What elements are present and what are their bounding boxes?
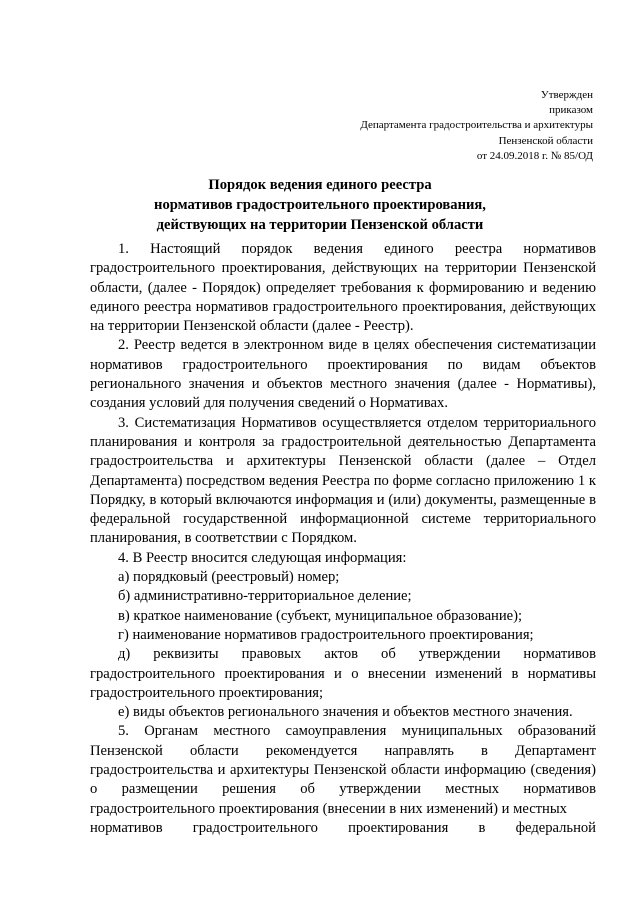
paragraph-5-continuation [90, 819, 596, 856]
approval-line: Пензенской области [498, 134, 593, 147]
title-line: Порядок ведения единого реестра [208, 177, 432, 193]
approval-line: Утвержден [540, 89, 593, 101]
paragraph-4: 4. В Реестр вносится следующая информация: [118, 549, 407, 566]
list-item-a: а) порядковый (реестровый) номер; [118, 569, 340, 586]
list-item-b: б) административно-территориальное деление; [118, 588, 412, 605]
title-line: действующих на территории Пензенской области [156, 217, 484, 233]
document-body [90, 240, 596, 856]
paragraph-5-tail: нормативов градостроительного проектирования в федеральной [90, 819, 596, 836]
list-item-d: г) наименование нормативов градостроительного проектирования; [118, 626, 534, 643]
paragraph-5: 5. Органам местного самоуправления муниципальных образований Пензенской области рекомендуется направлять в Департамент градостроительства и архитектуры Пензенской области информацию (сведения) о размещении решения об утверждении местных нормативов градостроительного проектирования (внесении в них изменений) и местных [90, 723, 596, 817]
paragraph-3: 3. Систематизация Нормативов осуществляется отделом территориального планирования и контроля за градостроительной деятельностью Департамента градостроительства и архитектуры Пензенской области (далее – Отдел Департамента) посредством ведения Реестра по форме согласно приложению 1 к Порядку, в который включаются информация и (или) документы, размещенные в федеральной государственной информационной системе территориального планирования, в соответствии с Порядком. [90, 414, 596, 547]
approval-block [360, 88, 593, 164]
paragraph-1: 1. Настоящий порядок ведения единого реестра нормативов градостроительного проектирования, действующих на территории Пензенской области, (далее - Порядок) определяет требования к формированию и ведению единого реестра нормативов градостроительного проектирования, действующих на территории Пензенской области (далее - Реестр). [90, 241, 596, 335]
approval-line: Департамента градостроительства и архитектуры [360, 119, 593, 132]
approval-line: приказом [549, 104, 593, 117]
title-line: нормативов градостроительного проектирования, [154, 197, 486, 213]
list-item-f: е) виды объектов регионального значения и объектов местного значения. [118, 704, 573, 721]
approval-line: от 24.09.2018 г. № 85/ОД [476, 149, 593, 162]
paragraph-2: 2. Реестр ведется в электронном виде в целях обеспечения систематизации нормативов градостроительного проектирования по видам объектов регионального значения и объектов местного значения (далее - Нормативы), создания условий для получения сведений о Нормативах. [90, 337, 596, 412]
list-item-e: д) реквизиты правовых актов об утверждении нормативов градостроительного проектирования и о внесении изменений в нормативы градостроительного проектирования; [90, 646, 596, 701]
list-item-c: в) краткое наименование (субъект, муниципальное образование); [118, 607, 523, 624]
document-title [0, 175, 640, 235]
